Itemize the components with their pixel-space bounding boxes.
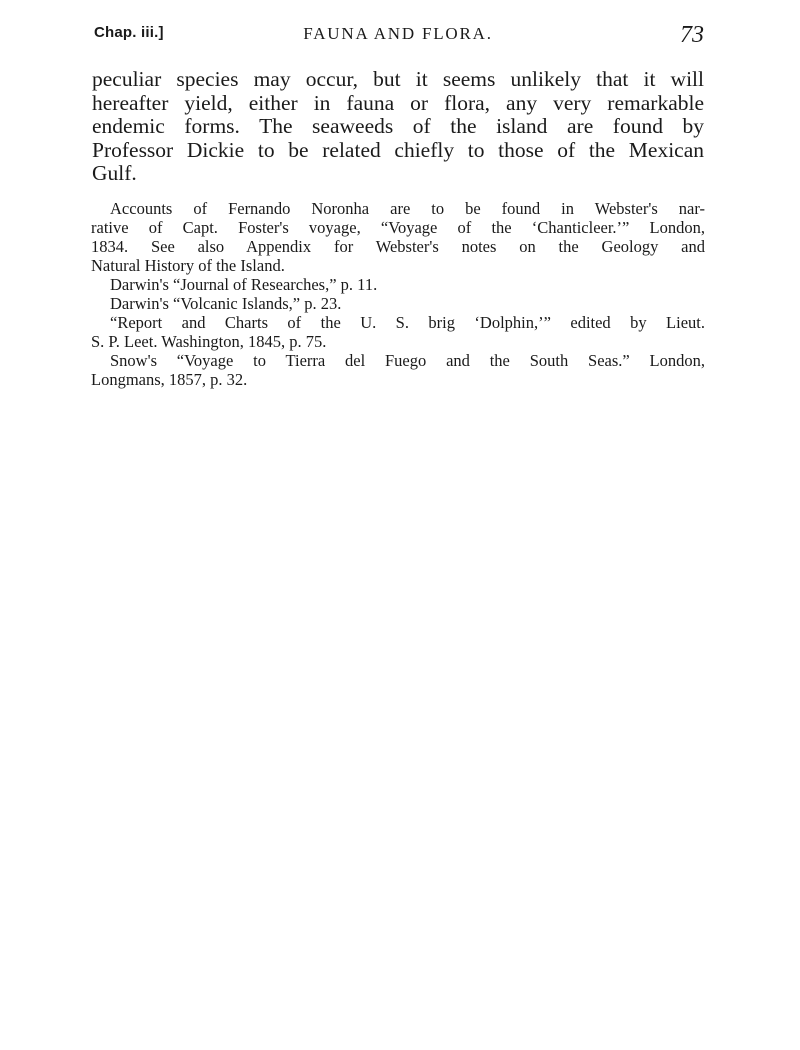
note-line: “Report and Charts of the U. S. brig ‘Dolphin,’” edited by Lieut. (110, 313, 705, 332)
reference-note-snow (91, 351, 705, 389)
running-title: FAUNA AND FLORA. (303, 24, 493, 43)
body-line: hereafter yield, either in fauna or flora, any very remarkable (92, 90, 704, 115)
body-line: Gulf. (92, 161, 137, 185)
chapter-label: Chap. iii.] (94, 24, 164, 41)
reference-note-dolphin (91, 313, 705, 351)
note-line: Darwin's “Volcanic Islands,” p. 23. (110, 294, 342, 313)
note-line: Snow's “Voyage to Tierra del Fuego and the South Seas.” London, (110, 351, 705, 370)
page-number: 73 (680, 22, 704, 48)
body-line: endemic forms. The seaweeds of the island are found by (92, 114, 704, 138)
body-line: Professor Dickie to be related chiefly to those of the Mexican (92, 137, 704, 162)
running-head (92, 20, 704, 56)
note-line: Darwin's “Journal of Researches,” p. 11. (110, 275, 378, 294)
reference-note-darwin-volcanic (91, 294, 705, 313)
reference-note-webster (91, 199, 705, 275)
body-line: peculiar species may occur, but it seems unlikely that it will (92, 67, 704, 91)
note-line: Longmans, 1857, p. 32. (91, 370, 248, 389)
note-line: rative of Capt. Foster's voyage, “Voyage of the ‘Chanticleer.’” London, (91, 218, 705, 237)
reference-note-darwin-journal (91, 275, 705, 294)
note-line: S. P. Leet. Washington, 1845, p. 75. (91, 332, 327, 351)
body-paragraph (92, 68, 704, 186)
note-line: 1834. See also Appendix for Webster's notes on the Geology and (91, 237, 705, 256)
note-line: Accounts of Fernando Noronha are to be found in Webster's nar- (110, 199, 705, 218)
note-line: Natural History of the Island. (91, 256, 285, 275)
references-notes (91, 199, 705, 389)
